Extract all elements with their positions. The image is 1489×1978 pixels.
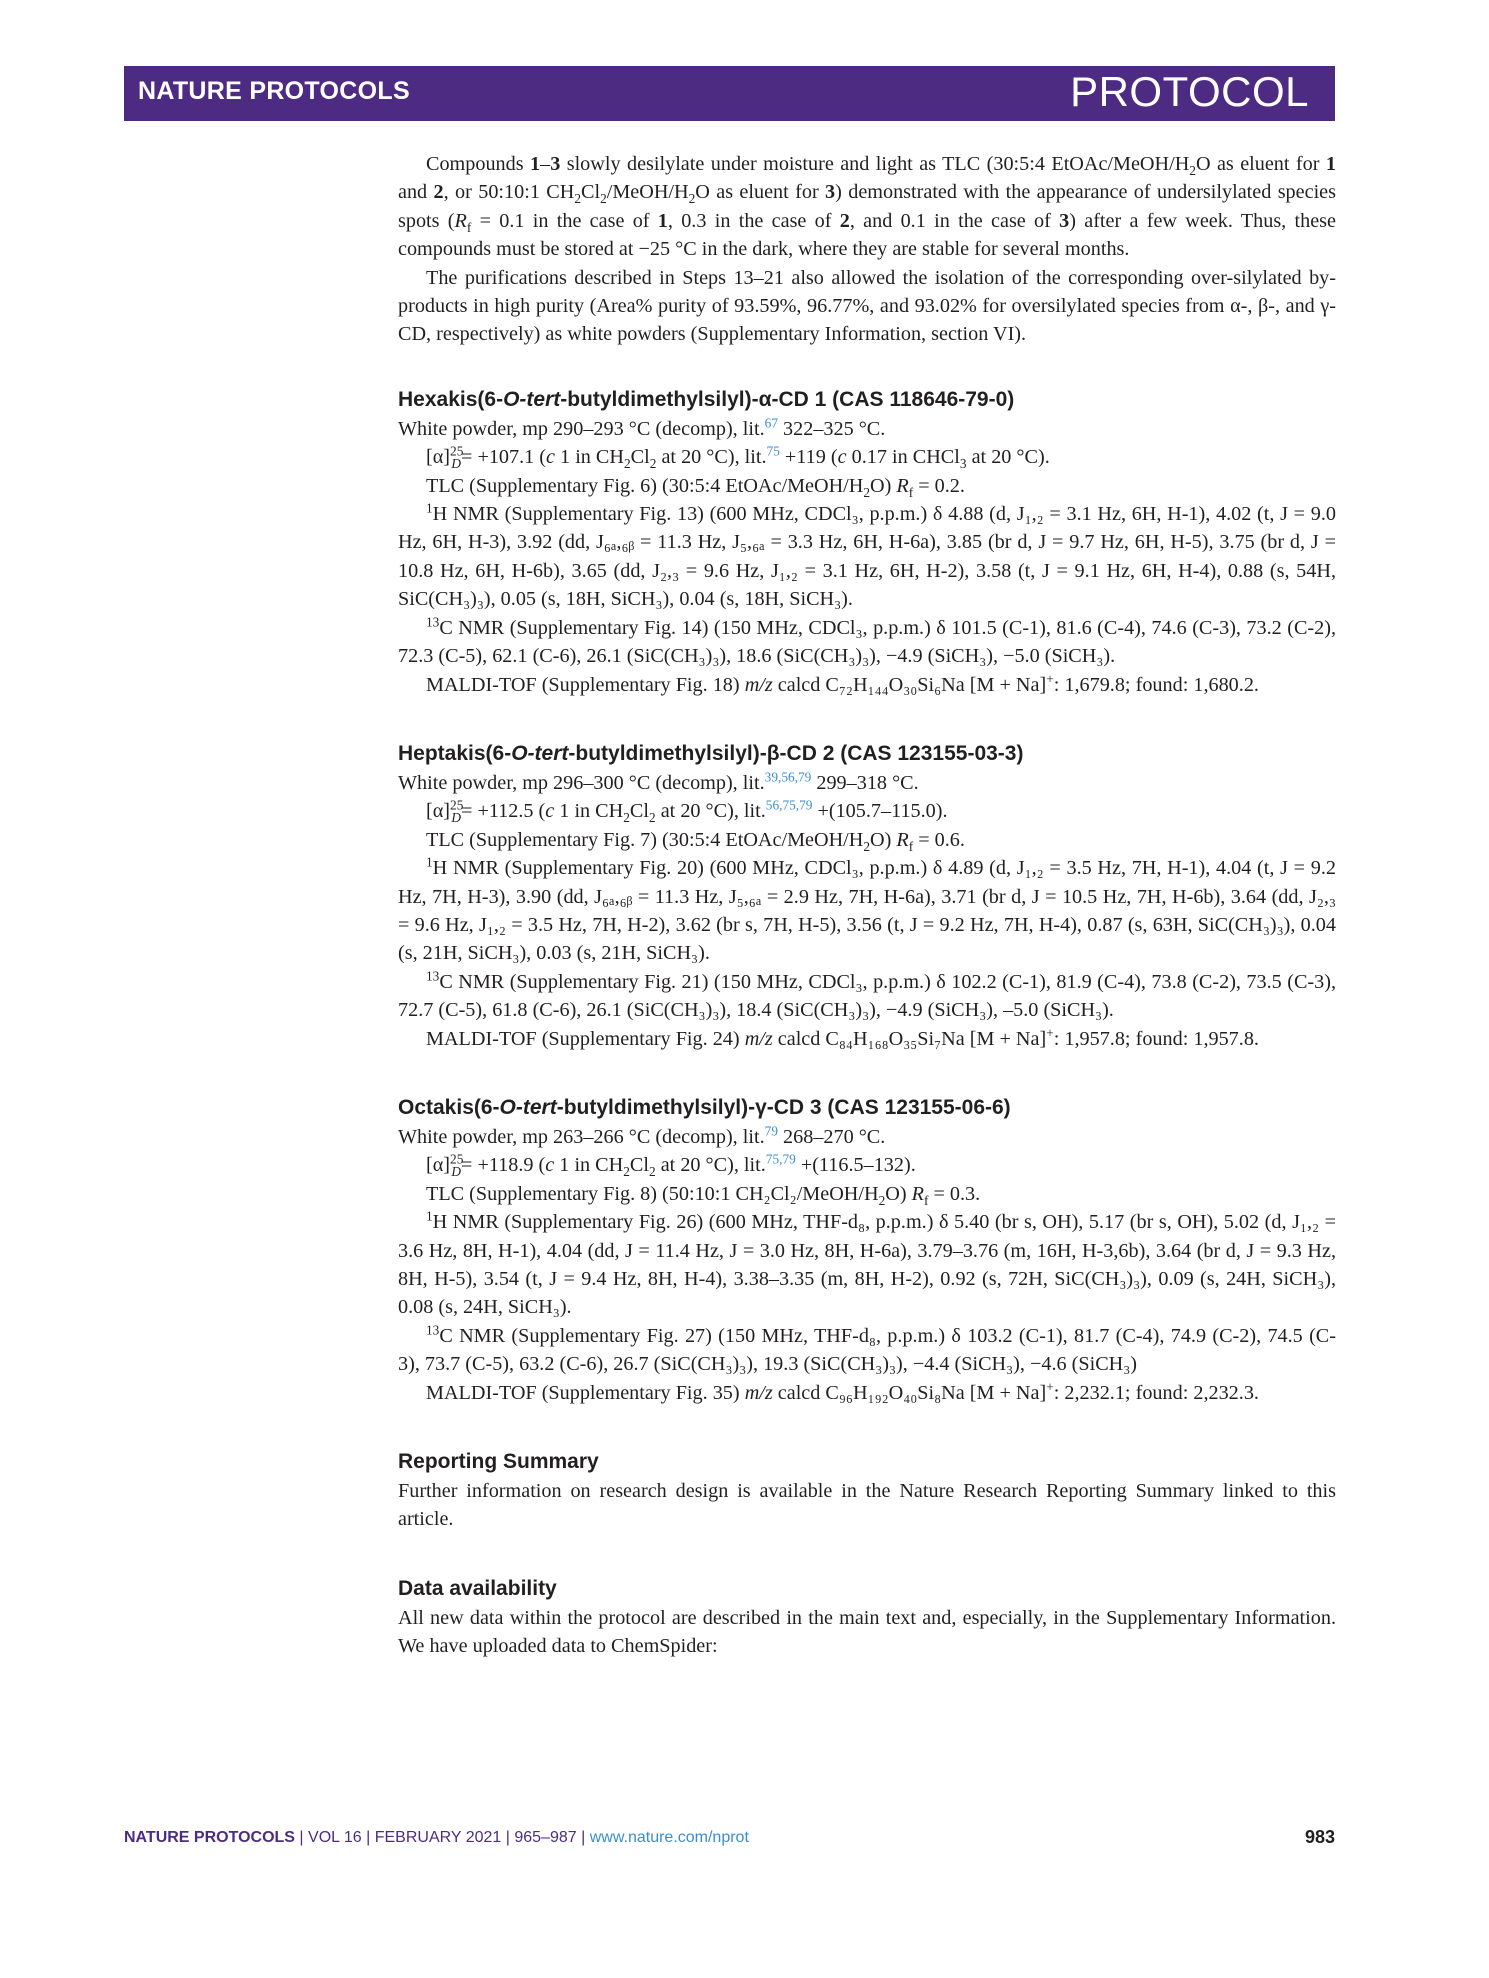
compound-2-mp: White powder, mp 296–300 °C (decomp), lit.$^{39,56,79}$ 299–318 °C. — [398, 769, 919, 794]
journal-banner — [124, 66, 1335, 121]
citation-link[interactable]: 75,79 — [765, 1151, 796, 1167]
citation-link[interactable]: 56,75,79 — [765, 797, 813, 813]
citation-link[interactable]: 67 — [764, 415, 778, 431]
compound-2-rotation: $[\alpha]^{25}_D= +112.5$ (c 1 in $CH_2Cl_2$ at 20 °C), lit.$^{56,75,79}$ +(105.7–115.0). — [426, 797, 948, 826]
compound-3-cnmr: $^{13}$C NMR (Supplementary Fig. 27) (150 MHz, THF-d₈, p.p.m.) δ 103.2 (C-1), 81.7 (C-4), 74.9 (C-2), 74.5 (C-3), 73.7 (C-5), 63.2 (C-6), 26.7 (SiC(CH₃)₃), 19.3 (SiC(CH₃)₃), −4.4 (SiCH₃), −4.6 (SiCH₃) — [398, 1322, 1336, 1376]
compound-2-tlc: TLC (Supplementary Fig. 7) (30:5:4 EtOAc/$MeOH/H_2O$) $R_f = 0.6$. — [426, 828, 965, 854]
data-availability-text: All new data within the protocol are described in the main text and, especially, in the Supplementary Information. We have uploaded data to ChemSpider: — [398, 1606, 1336, 1658]
intro-paragraph-1: Compounds 1–3 slowly desilylate under moisture and light as TLC (30:5:4 EtOAc/$MeOH/H_2O$ as eluent for 1 and 2, or 50:10:1 $CH_2Cl_2/MeOH/H_2O$ as eluent for 3) demonstrated with the appearance of undersilylated species spots ($R_f = 0.1$ in the case of 1, 0.3 in the case of 2, and 0.1 in the case of 3) after a few week. Thus, these compounds must be stored at −25 °C in the dark, where they are stable for several months. — [398, 153, 1336, 261]
compound-1-mp: White powder, mp 290–293 °C (decomp), lit.$^{67}$ 322–325 °C. — [398, 415, 886, 440]
article-type: PROTOCOL — [1070, 68, 1309, 115]
citation-link[interactable]: 39,56,79 — [764, 769, 812, 785]
compound-1-hnmr: $^1$H NMR (Supplementary Fig. 13) (600 MHz, CDCl₃, p.p.m.) δ 4.88 (d, J₁,₂ = 3.1 Hz, 6H, H-1), 4.02 (t, J = 9.0 Hz, 6H, H-3), 3.92 (dd, J₆ₐ,₆ᵦ = 11.3 Hz, J₅,₆ₐ = 3.3 Hz, 6H, H-6a), 3.85 (br d, J = 9.7 Hz, 6H, H-5), 3.75 (br d, J = 10.8 Hz, 6H, H-6b), 3.65 (dd, J₂,₃ = 9.6 Hz, J₁,₂ = 3.1 Hz, 6H, H-2), 3.58 (t, J = 9.1 Hz, 6H, H-4), 0.88 (s, 54H, SiC(CH₃)₃), 0.05 (s, 18H, SiCH₃), 0.04 (s, 18H, SiCH₃). — [398, 500, 1336, 611]
compound-3-tlc: TLC (Supplementary Fig. 8) (50:10:1 CH₂Cl₂/$MeOH/H_2O$) $R_f = 0.3$. — [426, 1182, 981, 1208]
compound-3-maldi: MALDI-TOF (Supplementary Fig. 35) m/z calcd C₉₆H₁₉₂O₄₀Si₈Na [M + Na]+: 2,232.1; found: 2,232.3. — [426, 1378, 1259, 1404]
compound-2-maldi: MALDI-TOF (Supplementary Fig. 24) m/z calcd C₈₄H₁₆₈O₃₅Si₇Na [M + Na]+: 1,957.8; found: 1,957.8. — [426, 1024, 1259, 1050]
data-availability-heading: Data availability — [398, 1576, 557, 1600]
compound-2-hnmr: $^1$H NMR (Supplementary Fig. 20) (600 MHz, CDCl₃, p.p.m.) δ 4.89 (d, J₁,₂ = 3.5 Hz, 7H, H-1), 4.04 (t, J = 9.2 Hz, 7H, H-3), 3.90 (dd, J₆ₐ,₆ᵦ = 11.3 Hz, J₅,₆ₐ = 2.9 Hz, 7H, H-6a), 3.71 (br d, J = 10.5 Hz, 7H, H-6b), 3.64 (dd, J₂,₃ = 9.6 Hz, J₁,₂ = 3.5 Hz, 7H, H-2), 3.62 (br s, 7H, H-5), 3.56 (t, J = 9.2 Hz, 7H, H-4), 0.87 (s, 63H, SiC(CH₃)₃), 0.04 (s, 21H, SiCH₃), 0.03 (s, 21H, SiCH₃). — [398, 854, 1336, 965]
compound-1-heading: Hexakis(6-O-tert-butyldimethylsilyl)-α-CD 1 (CAS 118646-79-0) — [398, 387, 1015, 411]
compound-3-mp: White powder, mp 263–266 °C (decomp), lit.$^{79}$ 268–270 °C. — [398, 1123, 886, 1148]
compound-1-maldi: MALDI-TOF (Supplementary Fig. 18) m/z calcd C₇₂H₁₄₄O₃₀Si₆Na [M + Na]+: 1,679.8; found: 1,680.2. — [426, 670, 1259, 696]
page-number: 983 — [1304, 1827, 1335, 1847]
journal-url-link[interactable]: www.nature.com/nprot — [589, 1829, 749, 1846]
compound-3-heading: Octakis(6-O-tert-butyldimethylsilyl)-γ-CD 3 (CAS 123155-06-6) — [398, 1095, 1011, 1119]
compound-1-cnmr: $^{13}$C NMR (Supplementary Fig. 14) (150 MHz, CDCl₃, p.p.m.) δ 101.5 (C-1), 81.6 (C-4), 74.6 (C-3), 73.2 (C-2), 72.3 (C-5), 62.1 (C-6), 26.1 (SiC(CH₃)₃), 18.6 (SiC(CH₃)₃), −4.9 (SiCH₃), −5.0 (SiCH₃). — [398, 613, 1336, 668]
compound-1-tlc: TLC (Supplementary Fig. 6) (30:5:4 EtOAc/$MeOH/H_2O$) $R_f = 0.2$. — [426, 474, 965, 500]
page-body — [398, 150, 1336, 1661]
compound-2-heading: Heptakis(6-O-tert-butyldimethylsilyl)-β-CD 2 (CAS 123155-03-3) — [398, 741, 1024, 765]
citation-link[interactable]: 75 — [766, 443, 780, 459]
reporting-summary-text: Further information on research design is available in the Nature Research Reporting Summary linked to this article. — [398, 1480, 1336, 1531]
compound-3-hnmr: $^1$H NMR (Supplementary Fig. 26) (600 MHz, THF-d₈, p.p.m.) δ 5.40 (br s, OH), 5.17 (br s, OH), 5.02 (d, J₁,₂ = 3.6 Hz, 8H, H-1), 4.04 (dd, J = 11.4 Hz, J = 3.0 Hz, 8H, H-6a), 3.79–3.76 (m, 16H, H-3,6b), 3.64 (br d, J = 9.3 Hz, 8H, H-5), 3.54 (t, J = 9.4 Hz, 8H, H-4), 3.38–3.35 (m, 8H, H-2), 0.92 (s, 72H, SiC(CH₃)₃), 0.09 (s, 24H, SiCH₃), 0.08 (s, 24H, SiCH₃). — [398, 1208, 1336, 1319]
citation-link[interactable]: 79 — [764, 1123, 778, 1139]
journal-name: NATURE PROTOCOLS — [138, 77, 410, 105]
intro-paragraph-2: The purifications described in Steps 13–21 also allowed the isolation of the corresponding over-silylated by-products in high purity (Area% purity of 93.59%, 96.77%, and 93.02% for oversilylated species from α-, β-, and γ-CD, respectively) as white powders (Supplementary Information, section VI). — [398, 266, 1336, 346]
compound-1-rotation: $[\alpha]^{25}_D= +107.1$ (c 1 in $CH_2Cl_2$ at 20 °C), lit.$^{75}$ +119 (c 0.17 in CHCl$_3$ at 20 °C). — [426, 443, 1050, 472]
footer-citation: NATURE PROTOCOLS | VOL 16 | FEBRUARY 2021 | 965–987 | www.nature.com/nprot — [124, 1829, 749, 1846]
compound-2-cnmr: $^{13}$C NMR (Supplementary Fig. 21) (150 MHz, CDCl₃, p.p.m.) δ 102.2 (C-1), 81.9 (C-4), 73.8 (C-2), 73.5 (C-3), 72.7 (C-5), 61.8 (C-6), 26.1 (SiC(CH₃)₃), 18.4 (SiC(CH₃)₃), −4.9 (SiCH₃), –5.0 (SiCH₃). — [398, 968, 1336, 1022]
reporting-summary-heading: Reporting Summary — [398, 1450, 599, 1474]
compound-3-rotation: $[\alpha]^{25}_D= +118.9$ (c 1 in $CH_2Cl_2$ at 20 °C), lit.$^{75,79}$ +(116.5–132). — [426, 1151, 916, 1180]
page-footer — [124, 1825, 1335, 1855]
